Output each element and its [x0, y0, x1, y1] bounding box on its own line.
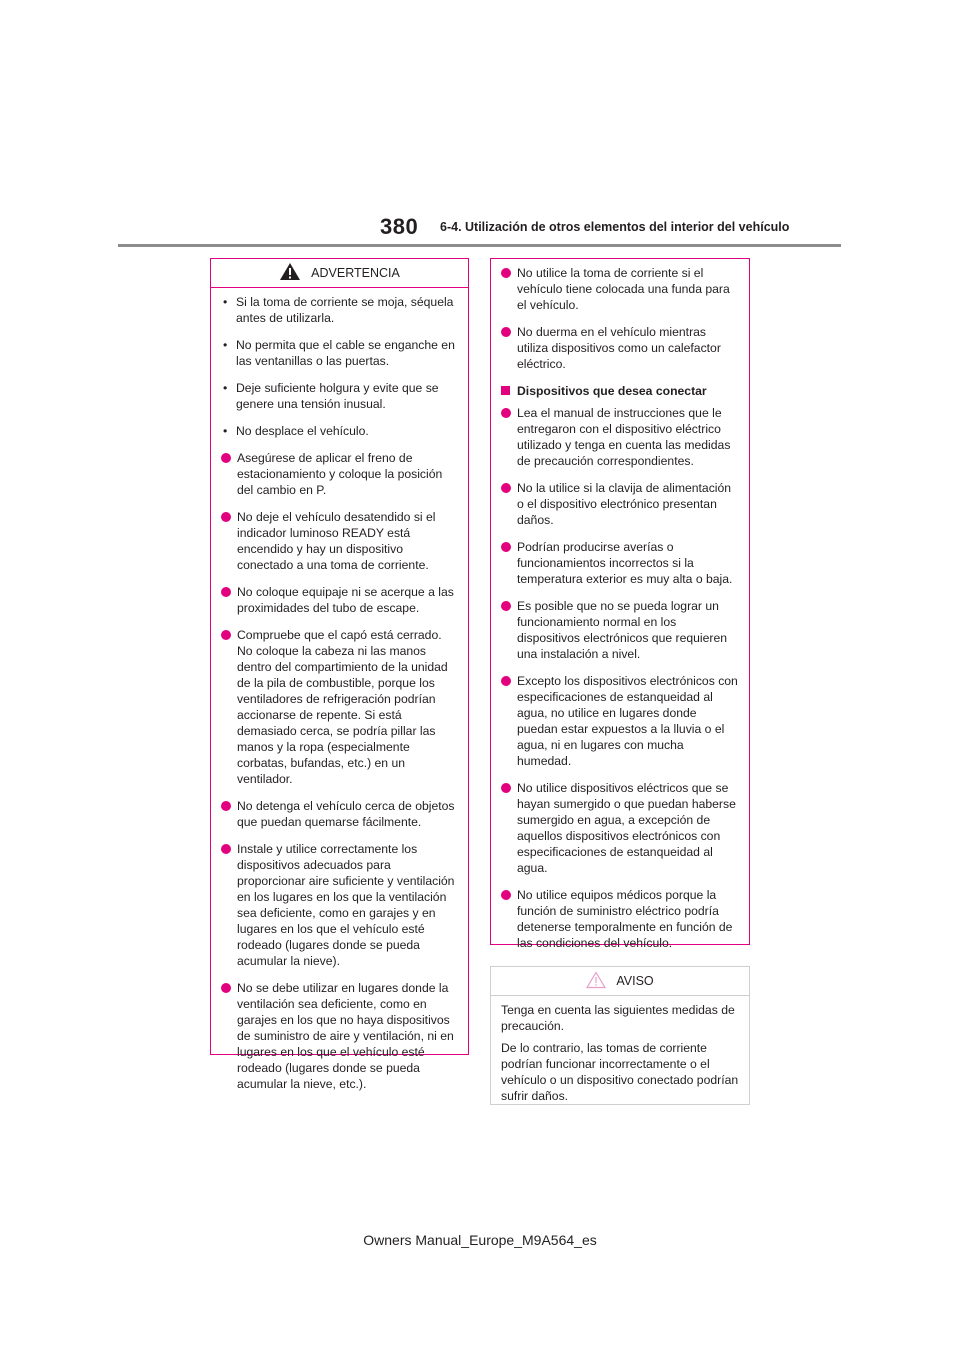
- list-item: • Deje suficiente holgura y evite que se genere una tensión inusual.: [221, 380, 458, 412]
- list-item: Excepto los dispositivos electrónicos con especificaciones de estanqueidad al agua, no utilice en lugares donde puedan estar expuestos a la lluvia o el agua, ni en lugares con mucha humedad.: [501, 673, 739, 769]
- footer-doc-id: Owners Manual_Europe_M9A564_es: [363, 1232, 597, 1248]
- notice-box: [490, 966, 750, 1105]
- warning-title: ADVERTENCIA: [311, 266, 400, 280]
- warning-list: [211, 288, 468, 1100]
- list-item: Instale y utilice correctamente los dispositivos adecuados para proporcionar aire suficiente y ventilación en los lugares en los que la ventilación sea deficiente, como en garajes y en lugares en los que el vehículo esté rodeado (lugares donde se pueda acumular la nieve).: [221, 841, 458, 969]
- list-item: No deje el vehículo desatendido si el indicador luminoso READY está encendido y hay un dispositivo conectado a una toma de corriente.: [221, 509, 458, 573]
- list-item: Podrían producirse averías o funcionamientos incorrectos si la temperatura exterior es muy alta o baja.: [501, 539, 739, 587]
- notice-paragraph: Tenga en cuenta las siguientes medidas de precaución.: [501, 1003, 735, 1033]
- notice-body: [491, 996, 749, 1112]
- list-item: No se debe utilizar en lugares donde la ventilación sea deficiente, como en garajes en los que no haya dispositivos de suministro de aire y ventilación, ni en lugares en los que el vehículo esté rodeado (lugares donde se pueda acumular la nieve, etc.).: [221, 980, 458, 1092]
- subsection-heading: Dispositivos que desea conectar: [501, 383, 739, 399]
- section-title: 6-4. Utilización de otros elementos del interior del vehículo: [440, 220, 790, 234]
- list-item: Es posible que no se pueda lograr un funcionamiento normal en los dispositivos electrónicos que requieren una instalación a nivel.: [501, 598, 739, 662]
- continued-list: [491, 259, 749, 959]
- page-header: [0, 0, 960, 250]
- list-item: • No desplace el vehículo.: [221, 423, 458, 439]
- list-item: • Si la toma de corriente se moja, séquela antes de utilizarla.: [221, 294, 458, 326]
- list-item: • No permita que el cable se enganche en las ventanillas o las puertas.: [221, 337, 458, 369]
- list-item: Asegúrese de aplicar el freno de estacionamiento y coloque la posición del cambio en P.: [221, 450, 458, 498]
- continued-warning-box: [490, 258, 750, 950]
- list-item: No utilice equipos médicos porque la función de suministro eléctrico podría detenerse temporalmente en función de las condiciones del vehículo.: [501, 887, 739, 951]
- list-item: No detenga el vehículo cerca de objetos que puedan quemarse fácilmente.: [221, 798, 458, 830]
- header-rule: [118, 244, 841, 247]
- list-item: No duerma en el vehículo mientras utiliza dispositivos como un calefactor eléctrico.: [501, 324, 739, 372]
- warning-triangle-icon: [279, 262, 301, 284]
- notice-title: AVISO: [616, 974, 654, 988]
- list-item: No la utilice si la clavija de alimentación o el dispositivo electrónico presentan daños.: [501, 480, 739, 528]
- notice-box-header: [491, 967, 749, 996]
- list-item: Lea el manual de instrucciones que le entregaron con el dispositivo eléctrico utilizado y tenga en cuenta las medidas de precaución correspondientes.: [501, 405, 739, 469]
- list-item: No utilice dispositivos eléctricos que se hayan sumergido o que puedan haberse sumergido en agua, a excepción de aquellos dispositivos electrónicos con especificaciones de estanqueidad al agua.: [501, 780, 739, 876]
- list-item: Compruebe que el capó está cerrado. No coloque la cabeza ni las manos dentro del compartimiento de la unidad de la pila de combustible, porque los ventiladores de refrigeración podrían accionarse de repente. Si está demasiado cerca, se podría pillar las manos y la ropa (especialmente corbatas, bufandas, etc.) en un ventilador.: [221, 627, 458, 787]
- list-item: No utilice la toma de corriente si el vehículo tiene colocada una funda para el vehículo.: [501, 265, 739, 313]
- page-number: 380: [380, 214, 419, 239]
- list-item: No coloque equipaje ni se acerque a las proximidades del tubo de escape.: [221, 584, 458, 616]
- caution-triangle-outline-icon: [586, 971, 606, 992]
- warning-box: [210, 258, 469, 1091]
- warning-box-header: [211, 259, 468, 288]
- notice-paragraph: De lo contrario, las tomas de corriente podrían funcionar incorrectamente o el vehículo o un dispositivo conectado podrían sufrir daños.: [501, 1041, 739, 1103]
